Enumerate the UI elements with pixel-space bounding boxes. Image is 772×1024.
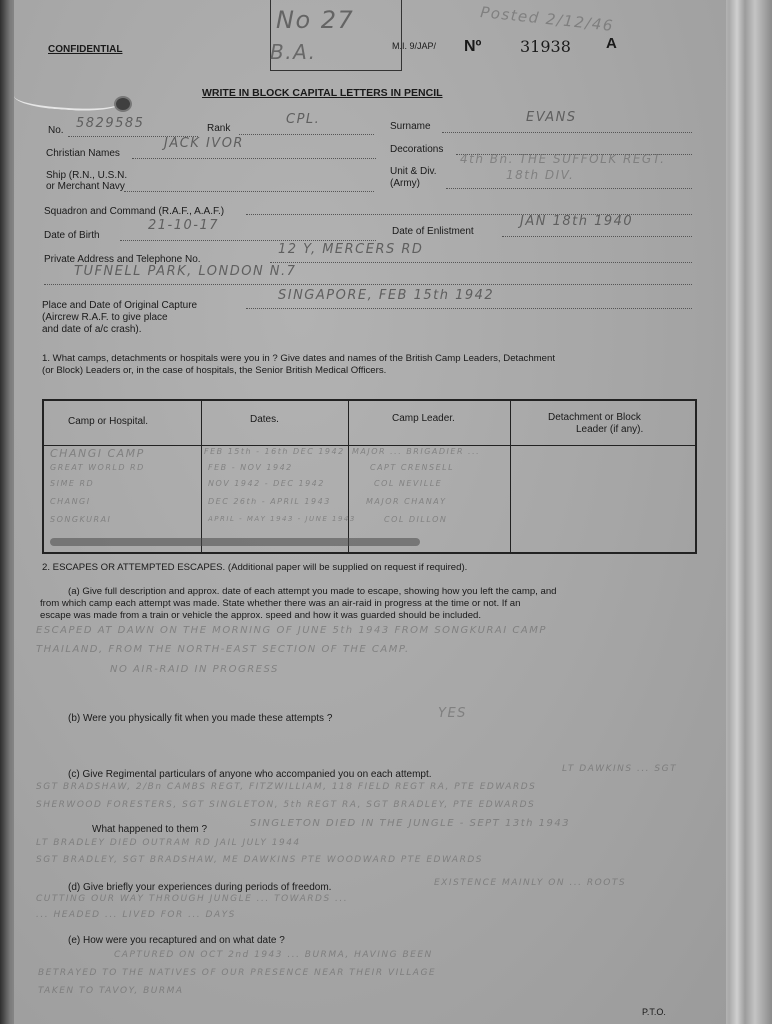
table-row: GREAT WORLD RD — [50, 463, 145, 472]
date-of-enlistment-label: Date of Enlistment — [392, 226, 474, 237]
table-row-leader: CAPT CRENSELL — [370, 463, 455, 472]
header-detachment: Detachment or Block — [548, 412, 641, 423]
capture-label-3: and date of a/c crash). — [42, 324, 142, 335]
date-of-birth-label: Date of Birth — [44, 230, 100, 241]
punch-hole — [114, 96, 132, 112]
answer-2e-line-2: BETRAYED TO THE NATIVES OF OUR PRESENCE NEAR THEIR VILLAGE — [38, 968, 437, 978]
question-2e-text: (e) How were you recaptured and on what date ? — [68, 935, 285, 946]
question-2a-text: (a) Give full description and approx. date of each attempt you made to escape, showing how you left the camp, and — [68, 586, 557, 597]
date-of-birth-value: 21-10-17 — [148, 218, 220, 233]
table-row-leader: COL NEVILLE — [374, 479, 443, 488]
answer-2e-line-3: TAKEN TO TAVOY, BURMA — [38, 986, 184, 996]
table-row: CHANGI CAMP — [50, 447, 145, 460]
table-row-dates: NOV 1942 - DEC 1942 — [208, 479, 325, 488]
posted-note: Posted 2/12/46 — [479, 3, 615, 35]
capture-label-2: (Aircrew R.A.F. to give place — [42, 312, 168, 323]
instruction-heading: WRITE IN BLOCK CAPITAL LETTERS IN PENCIL — [202, 87, 443, 99]
table-row-leader: MAJOR ... BRIGADIER ... — [352, 447, 481, 456]
header-camp-or-hospital: Camp or Hospital. — [68, 416, 149, 427]
table-row-leader: COL DILLON — [384, 515, 448, 524]
form-sheet — [14, 0, 726, 1024]
answer-2d-line-3: ... HEADED ... LIVED FOR ... DAYS — [36, 910, 236, 920]
pto-label: P.T.O. — [642, 1007, 666, 1017]
unit-value: 4th Bn. THE SUFFOLK REGT. — [460, 152, 666, 166]
ship-label-2: or Merchant Navy — [46, 181, 125, 192]
binding-string — [13, 80, 125, 114]
answer-2b: YES — [438, 706, 467, 721]
table-row-dates: APRIL - MAY 1943 - JUNE 1943 — [208, 515, 356, 523]
stamp-letters: B.A. — [270, 40, 317, 64]
table-row: SONGKURAI — [50, 515, 112, 524]
capture-value: SINGAPORE, FEB 15th 1942 — [278, 288, 495, 303]
question-1-text: 1. What camps, detachments or hospitals were you in ? Give dates and names of the British Camp Leaders, Detachment — [42, 353, 555, 364]
no-value: 5829585 — [76, 116, 145, 131]
answer-what-happened-3: SGT BRADLEY, SGT BRADSHAW, ME DAWKINS PTE WOODWARD PTE EDWARDS — [36, 855, 483, 865]
address-line-1: 12 Y, MERCERS RD — [278, 242, 424, 257]
decorations-label: Decorations — [390, 144, 444, 155]
surname-label: Surname — [390, 121, 431, 132]
answer-what-happened-1: SINGLETON DIED IN THE JUNGLE - SEPT 13th 1943 — [250, 818, 571, 829]
pencil-smudge — [50, 538, 420, 546]
table-row-dates: FEB - NOV 1942 — [208, 463, 293, 472]
question-2d-text: (d) Give briefly your experiences during periods of freedom. — [68, 882, 332, 893]
header-camp-leader: Camp Leader. — [392, 413, 455, 424]
table-row: SIME RD — [50, 479, 95, 488]
header-leader-if-any: Leader (if any). — [576, 424, 644, 435]
question-2a-text-2: from which camp each attempt was made. State whether there was an air-raid in progress at the time or not. If an — [40, 598, 521, 609]
question-1-text-2: (or Block) Leaders or, in the case of hospitals, the Senior British Medical Officers. — [42, 365, 387, 376]
address-line-2: TUFNELL PARK, LONDON N.7 — [74, 264, 297, 279]
mi9-reference: M.I. 9/JAP/ — [392, 41, 437, 51]
camps-table — [42, 399, 697, 554]
form-suffix: A — [606, 35, 617, 52]
date-of-enlistment-value: JAN 18th 1940 — [520, 214, 634, 229]
answer-2c-line-3: SHERWOOD FORESTERS, SGT SINGLETON, 5th REGT RA, SGT BRADLEY, PTE EDWARDS — [36, 800, 536, 810]
question-2c-text: (c) Give Regimental particulars of anyone who accompanied you on each attempt. — [68, 769, 432, 780]
answer-2d-line-1: EXISTENCE MAINLY ON ... ROOTS — [434, 878, 627, 888]
number-symbol: Nº — [464, 38, 482, 55]
division-value: 18th DIV. — [506, 168, 575, 182]
header-dates: Dates. — [250, 414, 279, 425]
surname-value: EVANS — [526, 110, 577, 125]
capture-label: Place and Date of Original Capture — [42, 300, 198, 311]
christian-names-label: Christian Names — [46, 148, 120, 159]
christian-names-value: JACK IVOR — [164, 136, 244, 151]
question-2a-text-3: escape was made from a train or vehicle the approx. speed and how it was guarded should be included. — [40, 610, 482, 621]
confidential-label: CONFIDENTIAL — [48, 44, 123, 55]
address-label: Private Address and Telephone No. — [44, 254, 201, 265]
answer-2d-line-2: CUTTING OUR WAY THROUGH JUNGLE ... TOWARDS ... — [36, 894, 349, 904]
squadron-label: Squadron and Command (R.A.F., A.A.F.) — [44, 206, 225, 217]
table-row: CHANGI — [50, 497, 91, 506]
no-label: No. — [48, 125, 64, 136]
answer-2a-line-2: THAILAND, FROM THE NORTH-EAST SECTION OF THE CAMP. — [36, 644, 410, 655]
ship-label: Ship (R.N., U.S.N. — [46, 170, 128, 181]
answer-2e-line-1: CAPTURED ON OCT 2nd 1943 ... BURMA, HAVING BEEN — [114, 950, 433, 960]
question-2b-text: (b) Were you physically fit when you made these attempts ? — [68, 713, 333, 724]
form-number: 31938 — [520, 37, 571, 56]
unit-label: Unit & Div. — [390, 166, 437, 177]
table-row-leader: MAJOR CHANAY — [366, 497, 447, 506]
answer-2c-line-2: SGT BRADSHAW, 2/Bn CAMBS REGT, FITZWILLIAM, 118 FIELD REGT RA, PTE EDWARDS — [36, 782, 537, 792]
table-row-dates: DEC 26th - APRIL 1943 — [208, 497, 331, 506]
rank-label: Rank — [207, 123, 231, 134]
answer-2c-line-1: LT DAWKINS ... SGT — [562, 764, 678, 774]
rank-value: CPL. — [286, 112, 321, 127]
table-row-dates: FEB 15th - 16th DEC 1942 — [204, 447, 345, 456]
unit-label-2: (Army) — [390, 178, 420, 189]
answer-2a-line-1: ESCAPED AT DAWN ON THE MORNING OF JUNE 5th 1943 FROM SONGKURAI CAMP — [36, 625, 547, 636]
question-2-title: 2. ESCAPES OR ATTEMPTED ESCAPES. (Additional paper will be supplied on request if required). — [42, 562, 468, 573]
stamp-number: No 27 — [276, 6, 355, 34]
question-what-happened: What happened to them ? — [92, 824, 208, 835]
answer-2a-line-3: NO AIR-RAID IN PROGRESS — [110, 664, 279, 675]
answer-what-happened-2: LT BRADLEY DIED OUTRAM RD JAIL JULY 1944 — [36, 838, 301, 848]
